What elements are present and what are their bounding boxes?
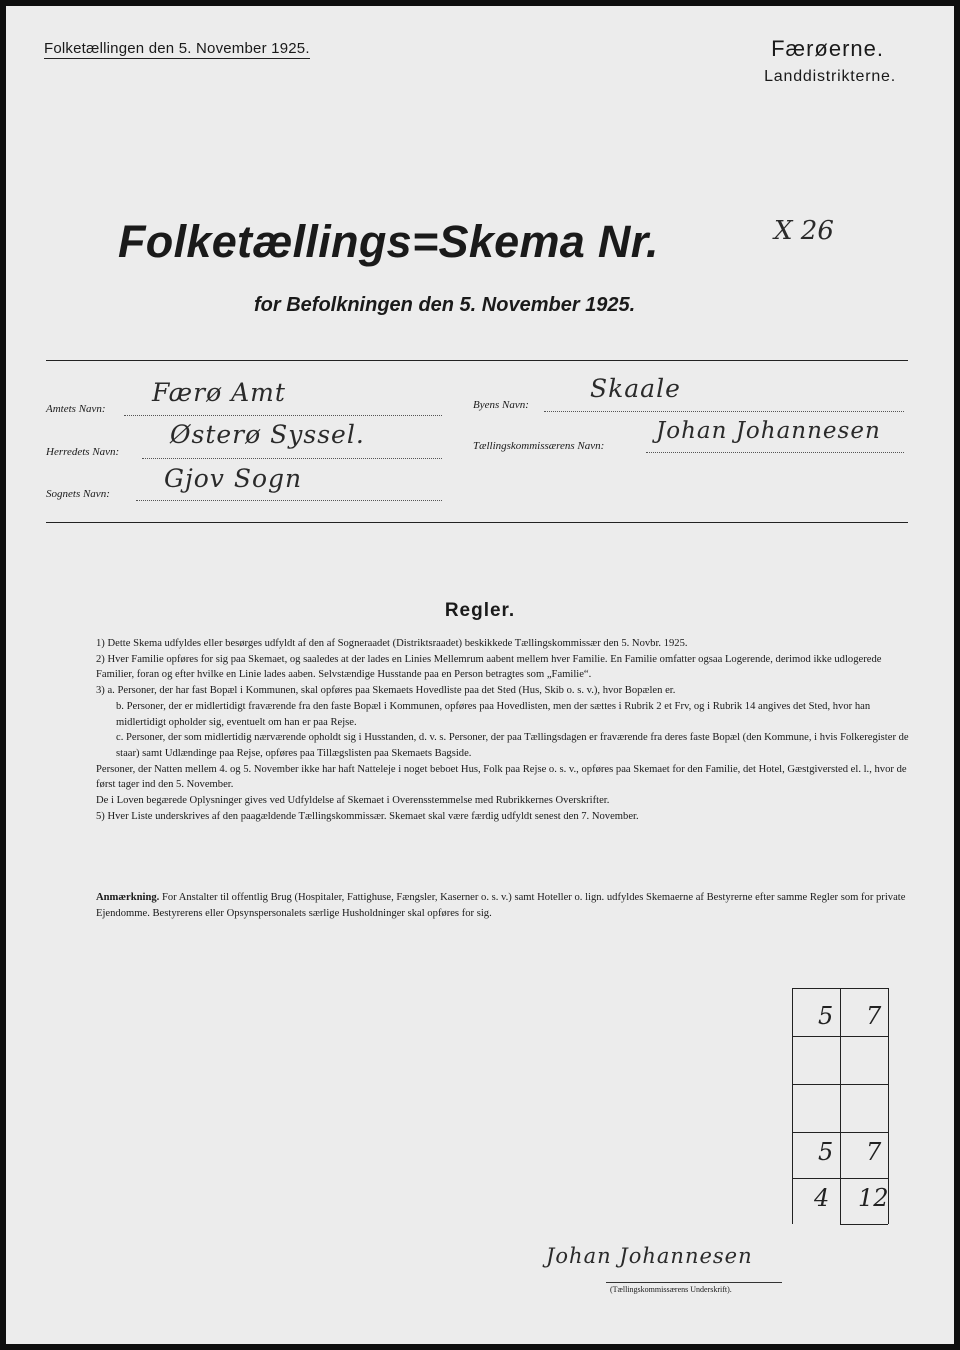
tally-total-c1: 4: [814, 1184, 830, 1212]
census-date-header: Folketællingen den 5. November 1925.: [44, 40, 310, 57]
note-label: Anmærkning.: [96, 892, 160, 903]
tally-grid-top-border: [792, 988, 888, 989]
kommissaer-label: Tællingskommissærens Navn:: [473, 440, 605, 452]
tally-r4-c2: 7: [866, 1138, 882, 1166]
rule-1: 1) Dette Skema udfyldes eller besørges udfyldt af den af Sogneraadet (Distriktsraadet) beskikkede Tællingskommissær den 5. Novbr. 1925.: [96, 638, 688, 649]
amtets-line: [124, 415, 442, 416]
note-paragraph: [50, 890, 912, 921]
form-number-handwritten: X 26: [774, 216, 834, 246]
tally-grid-row-line: [792, 1036, 888, 1037]
rules-text: [50, 636, 912, 824]
bottom-divider: [46, 522, 908, 523]
sognets-label: Sognets Navn:: [46, 488, 110, 500]
herredets-line: [142, 458, 442, 459]
byens-value: Skaale: [590, 374, 681, 403]
region-header: Færøerne.: [771, 36, 884, 61]
form-subtitle: for Befolkningen den 5. November 1925.: [254, 294, 636, 316]
rule-4: De i Loven begærede Oplysninger gives ved Udfyldelse af Skemaet i Overensstemmelse med Rubrikkernes Overskrifter.: [96, 795, 610, 807]
form-title: Folketællings=Skema Nr.: [118, 216, 659, 267]
rules-heading: Regler.: [444, 600, 516, 621]
kommissaer-line: [646, 452, 904, 453]
tally-grid-middle-line: [840, 988, 841, 1224]
tally-r1-c1: 5: [818, 1002, 834, 1030]
tally-grid-row-line: [792, 1084, 888, 1085]
herredets-label: Herredets Navn:: [46, 446, 120, 458]
amtets-label: Amtets Navn:: [46, 403, 106, 415]
census-form-page: [6, 6, 954, 1344]
rule-3b: b. Personer, der er midlertidigt fraværende fra den faste Bopæl i Kommunen, opføres paa Hovedlisten, men der sættes i Rubrik 2 et Frv, og i Rubrik 14 angives det Sted, hvor han midlertidigt opholder sig, eventuelt om han er paa Rejse.: [116, 700, 871, 728]
tally-grid: [792, 988, 888, 1224]
tally-total-c2: 12: [858, 1184, 889, 1212]
signature-line: [606, 1282, 782, 1283]
rule-3a: 3) a. Personer, der har fast Bopæl i Kommunen, skal opføres paa Skemaets Hovedliste paa det Sted (Hus, Skib o. s. v.), hvor Bopælen er.: [96, 685, 676, 697]
sognets-value: Gjov Sogn: [164, 464, 303, 493]
byens-label: Byens Navn:: [473, 399, 529, 411]
tally-grid-bottom-border: [840, 1224, 888, 1225]
signature-caption: (Tællingskommissærens Underskrift).: [610, 1285, 732, 1294]
rule-5: 5) Hver Liste underskrives af den paagældende Tællingskommissær. Skemaet skal være færdig udfyldt senest den 7. November.: [96, 810, 639, 822]
tally-grid-row-line: [792, 1178, 888, 1179]
note-text: For Anstalter til offentlig Brug (Hospitaler, Fattighuse, Fængsler, Kaserner o. s. v.) samt Hoteller o. lign. udfyldes Skemaerne af Bestyrerne efter samme Regler som for private Ejendomme. Bestyrerens eller Opsynspersonalets særlige Husholdninger skal opføres for sig.: [96, 892, 906, 919]
tally-r1-c2: 7: [866, 1002, 882, 1030]
herredets-value: Østerø Syssel.: [170, 420, 365, 449]
rule-2: 2) Hver Familie opføres for sig paa Skemaet, og saaledes at der lades en Linies Mellemrum aabent mellem hver Familie. En Familie omfatter ogsaa Logerende, derimod ikke udlogerede Familier, foran og efter hvilke en Linie lades aaben. Selvstændige Husstande paa en Person betragtes som „Familie“.: [96, 653, 882, 681]
sognets-line: [136, 500, 442, 501]
top-divider: [46, 360, 908, 361]
byens-line: [544, 411, 904, 412]
tally-r4-c1: 5: [818, 1138, 834, 1166]
tally-grid-row-line: [792, 1132, 888, 1133]
signature-handwritten: Johan Johannesen: [546, 1244, 753, 1268]
district-type-header: Landdistrikterne.: [764, 68, 896, 85]
rule-3d: Personer, der Natten mellem 4. og 5. November ikke har haft Natteleje i noget beboet Hus, Folk paa Rejse o. s. v., opføres paa Skemaet for den Familie, det Hotel, Gæstgiversted el. l., hvor de først tager ind den 5. November.: [96, 763, 907, 791]
rule-3c: c. Personer, der som midlertidig nærværende opholdt sig i Husstanden, d. v. s. Personer, der paa Tællingsdagen er fraværende fra deres faste Bopæl (den Kommune, i hvis Folkeregister de staar) samt Udlændinge paa Rejse, opføres paa Tillægslisten paa Skemaets Bagside.: [116, 732, 909, 759]
kommissaer-value: Johan Johannesen: [656, 418, 881, 444]
amtets-value: Færø Amt: [152, 378, 286, 407]
tally-grid-left-border: [792, 988, 793, 1224]
